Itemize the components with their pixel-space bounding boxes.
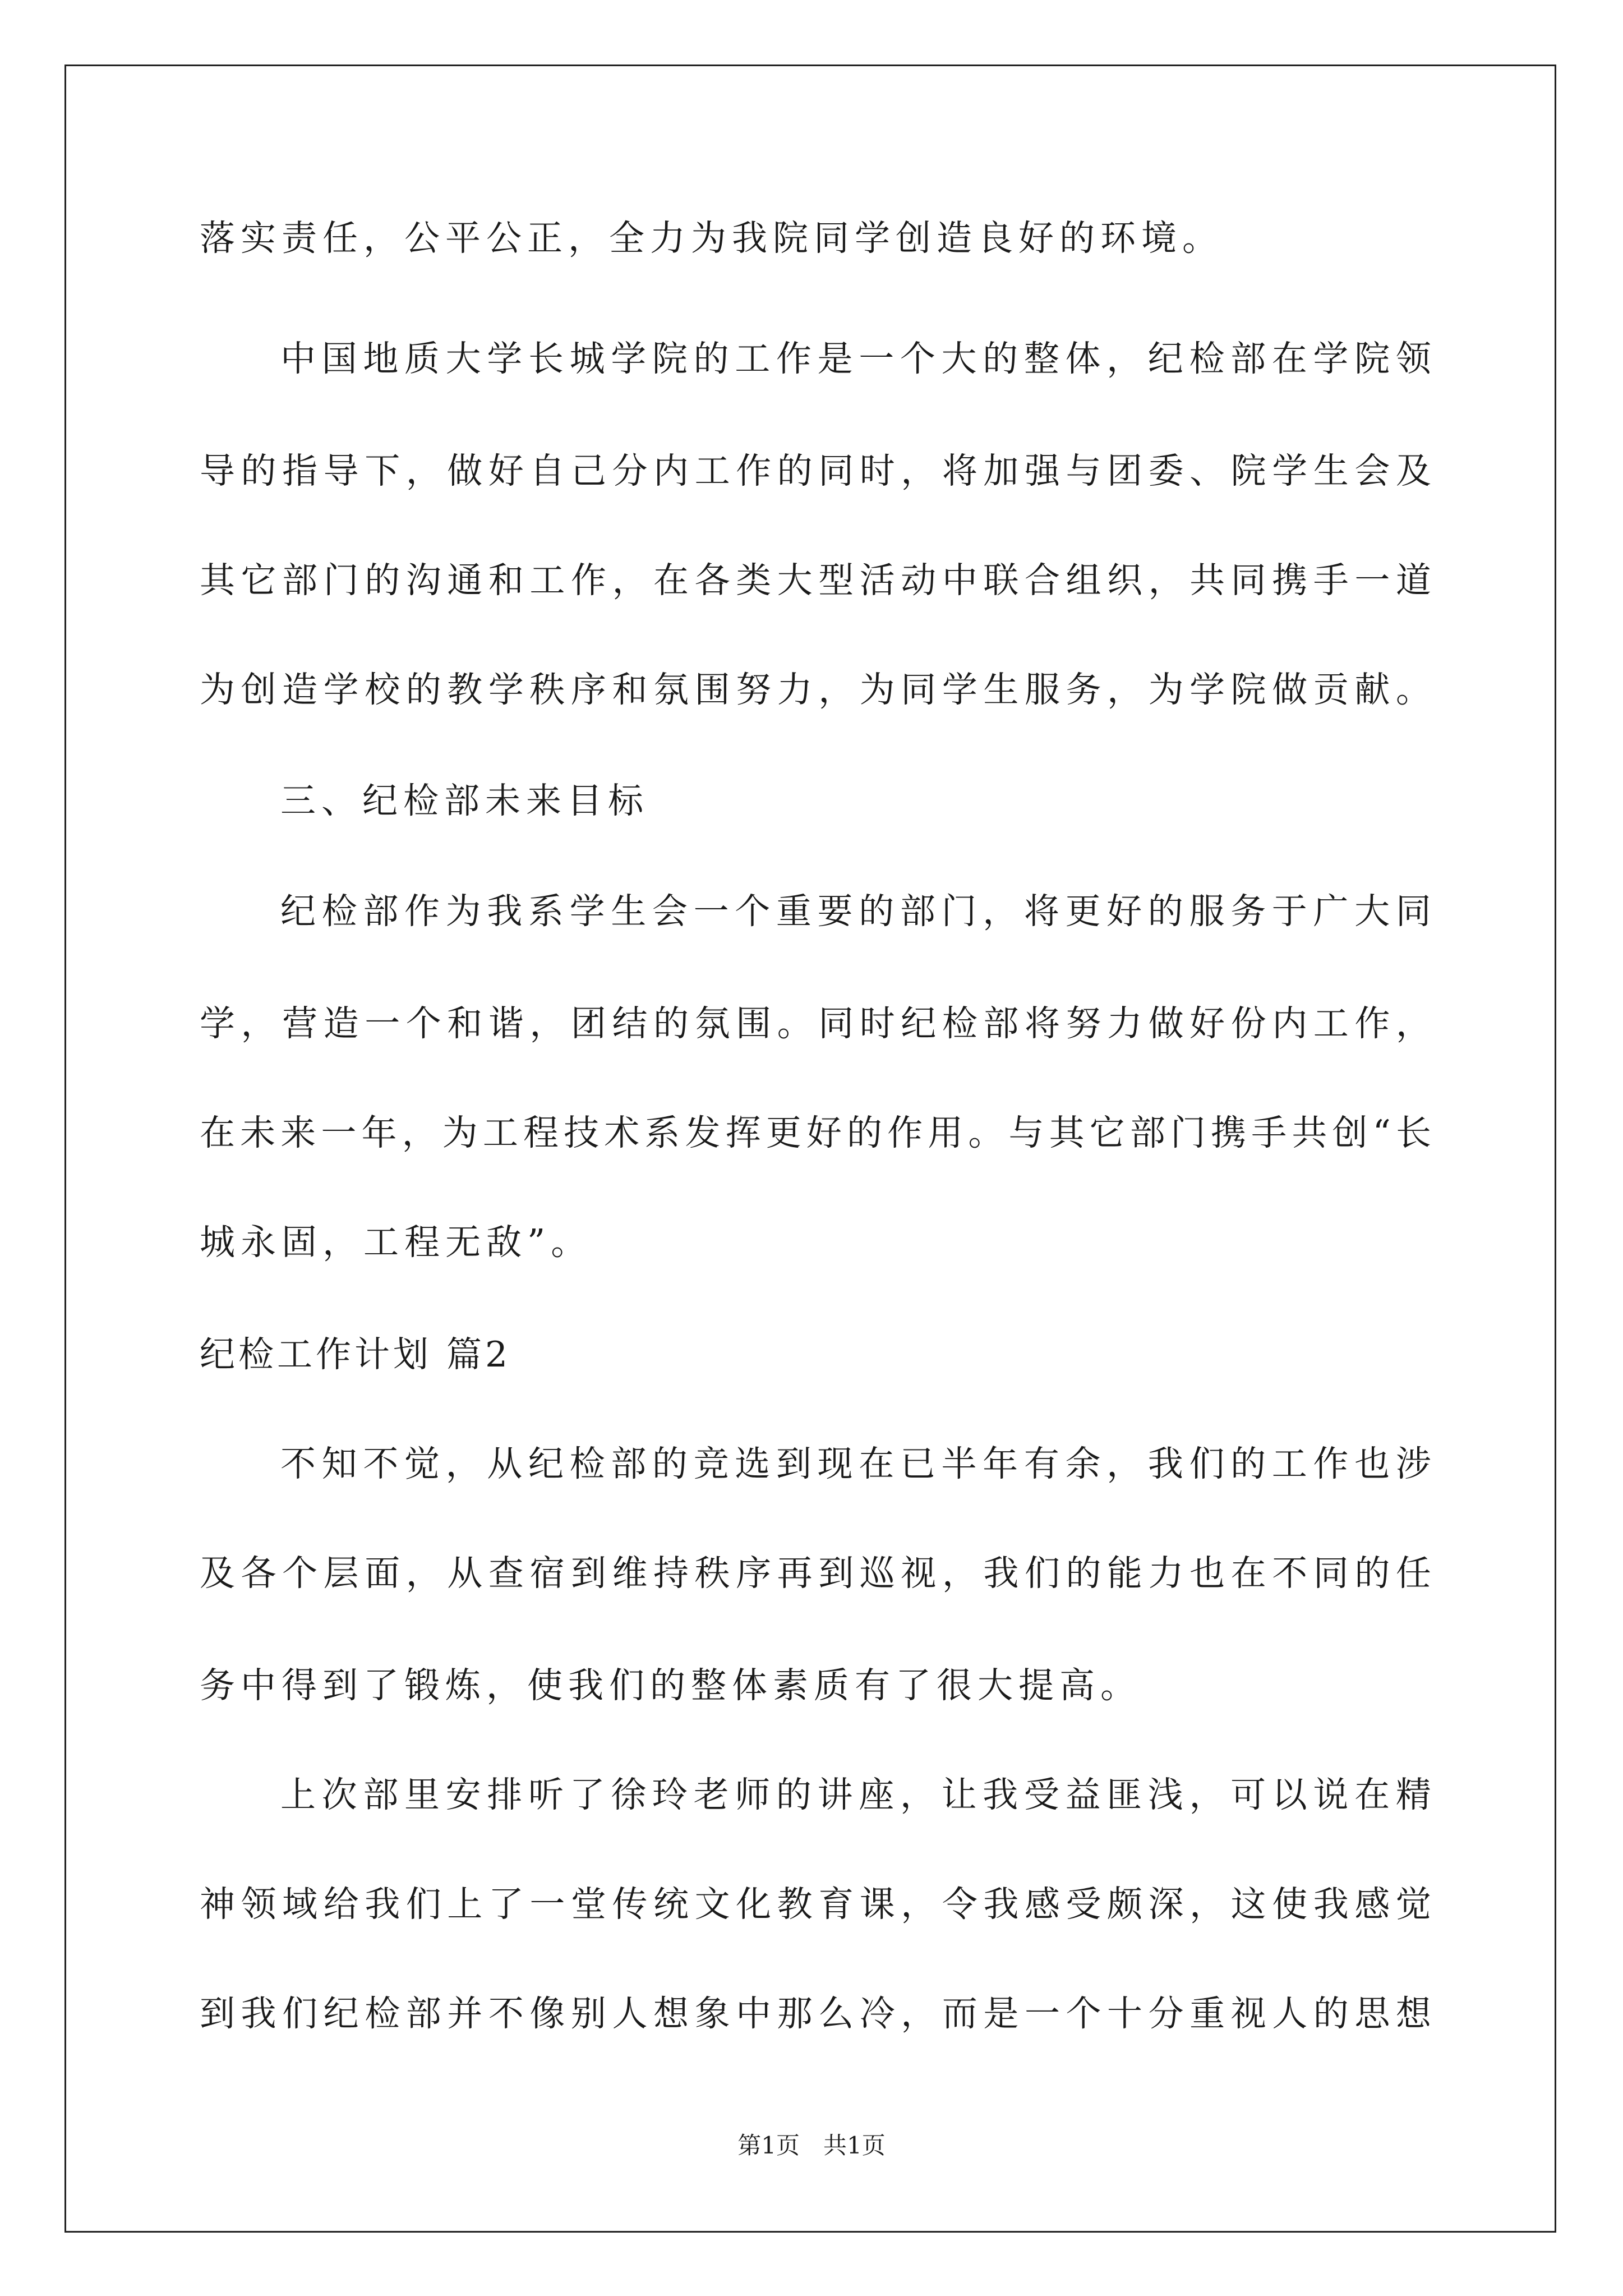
section-heading: 三、纪检部未来目标 (280, 780, 649, 821)
text-line: 中 国 地 质 大 学 长 城 学 院 的 工 作 是 一 个 大 的 整 体 ， 纪 检 部 在 学 院 领 (280, 338, 1431, 379)
text-line: 及 各 个 层 面 ， 从 查 宿 到 维 持 秩 序 再 到 巡 视 ， 我 们 的 能 力 也 在 不 同 的 任 (200, 1553, 1431, 1594)
text-line: 学 ， 营 造 一 个 和 谐 ， 团 结 的 氛 围 。 同 时 纪 检 部 将 努 力 做 好 份 内 工 作 ， (200, 1003, 1431, 1044)
text-line: 导 的 指 导 下 ， 做 好 自 己 分 内 工 作 的 同 时 ， 将 加 强 与 团 委 、 院 学 生 会 及 (200, 450, 1431, 491)
text-line: 在 未 来 一 年 ， 为 工 程 技 术 系 发 挥 更 好 的 作 用 。 与 其 它 部 门 携 手 共 创 “ 长 (200, 1112, 1431, 1153)
text-line: 到 我 们 纪 检 部 并 不 像 别 人 想 象 中 那 么 冷 ， 而 是 一 个 十 分 重 视 人 的 思 想 (200, 1993, 1431, 2034)
text-line: 神 领 域 给 我 们 上 了 一 堂 传 统 文 化 教 育 课 ， 令 我 感 受 颇 深 ， 这 使 我 感 觉 (200, 1884, 1431, 1925)
text-line: 上 次 部 里 安 排 听 了 徐 玲 老 师 的 讲 座 ， 让 我 受 益 匪 浅 ， 可 以 说 在 精 (280, 1774, 1431, 1815)
text-line: 不 知 不 觉 ， 从 纪 检 部 的 竞 选 到 现 在 已 半 年 有 余 ， 我 们 的 工 作 也 涉 (280, 1443, 1431, 1484)
text-line: 其 它 部 门 的 沟 通 和 工 作 ， 在 各 类 大 型 活 动 中 联 合 组 织 ， 共 同 携 手 一 道 (200, 560, 1431, 601)
page-number: 第1页 共1页 (737, 2132, 886, 2159)
text-line: 纪 检 部 作 为 我 系 学 生 会 一 个 重 要 的 部 门 ， 将 更 好 的 服 务 于 广 大 同 (280, 891, 1431, 932)
text-line: 落实责任，公平公正，全力为我院同学创造良好的环境。 (200, 218, 1223, 259)
text-line: 城永固，工程无敌”。 (200, 1222, 592, 1263)
text-line: 为 创 造 学 校 的 教 学 秩 序 和 氛 围 努 力 ， 为 同 学 生 服 务 ， 为 学 院 做 贡 献 。 (200, 669, 1431, 710)
text-line: 务中得到了锻炼，使我们的整体素质有了很大提高。 (200, 1665, 1141, 1706)
chapter-title: 纪检工作计划 篇2 (200, 1334, 511, 1375)
